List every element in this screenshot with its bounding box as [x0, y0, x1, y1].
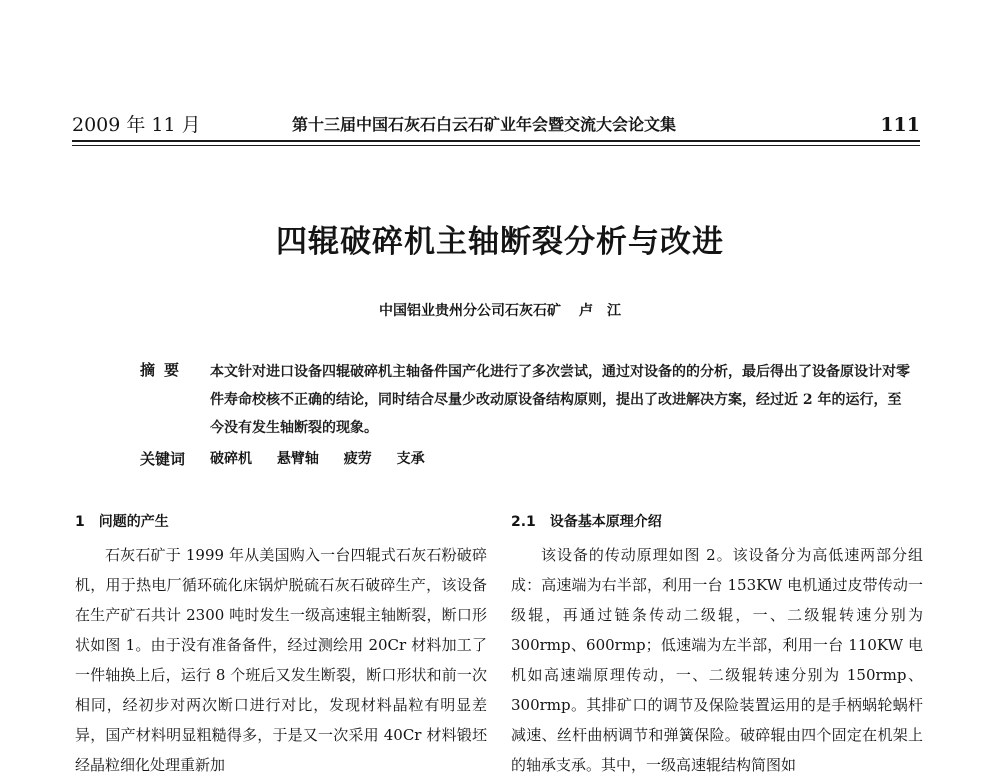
keyword: 支承: [396, 451, 425, 467]
section-2-1-heading: 2.1 设备基本原理介绍: [511, 514, 662, 530]
author-line: [0, 301, 1000, 321]
header-conference-title: 第十三届中国石灰石白云石矿业年会暨交流大会论文集: [292, 115, 677, 134]
keywords-label: 关键词: [140, 450, 186, 468]
section-2-1-body: 该设备的传动原理如图 2。该设备分为高低速两部分组成：高速端为右半部，利用一台 153KW 电机通过皮带传动一级辊，再通过链条传动二级辊，一、二级辊转速分别为 300rmp、600rmp；低速端为左半部，利用一台 110KW 电机如高速端原理传动，一、二级辊转速分别为 150rmp、300rmp。其排矿口的调节及保险装置运用的是手柄蜗轮蜗杆减速、丝杆曲柄调节和弹簧保险。破碎辊由四个固定在机架上的轴承支承。其中，一级高速辊结构简图如: [511, 546, 923, 774]
author-name: 卢 江: [579, 303, 621, 319]
paper-title: 四辊破碎机主轴断裂分析与改进: [276, 224, 724, 260]
author-affiliation: 中国铝业贵州分公司石灰石矿: [379, 303, 561, 319]
header-date: 2009 年 11 月: [72, 114, 201, 136]
abstract-label: 摘要: [140, 361, 189, 379]
keyword: 疲劳: [343, 451, 372, 467]
keyword: 悬臂轴: [276, 451, 319, 467]
section-1-body: 石灰石矿于 1999 年从美国购入一台四辊式石灰石粉破碎机，用于热电厂循环硫化床锅炉脱硫石灰石破碎生产，该设备在生产矿石共计 2300 吨时发生一级高速辊主轴断裂，断口形状如图 1。由于没有准备备件，经过测绘用 20Cr 材料加工了一件轴换上后，运行 8 个班后又发生断裂，断口形状和前一次相同，经初步对两次断口进行对比，发现材料晶粒有明显差异，国产材料明显粗糙得多，于是又一次采用 40Cr 材料锻坯经晶粒细化处理重新加: [75, 546, 487, 774]
left-column: [75, 512, 487, 780]
header-rule-thick: [72, 140, 920, 142]
header-page-number: 111: [880, 114, 920, 136]
header-rule-thin: [72, 145, 920, 146]
right-column: [511, 512, 923, 780]
running-header: [72, 112, 920, 142]
abstract-text: 本文针对进口设备四辊破碎机主轴备件国产化进行了多次尝试，通过对设备的的分析，最后得出了设备原设计对零件寿命校核不正确的结论，同时结合尽量少改动原设备结构原则，提出了改进解决方案，经过近 2 年的运行，至今没有发生轴断裂的现象。: [210, 364, 910, 436]
keywords-list: [210, 448, 445, 470]
section-1-heading: 1 问题的产生: [75, 514, 169, 530]
keyword: 破碎机: [210, 451, 252, 467]
